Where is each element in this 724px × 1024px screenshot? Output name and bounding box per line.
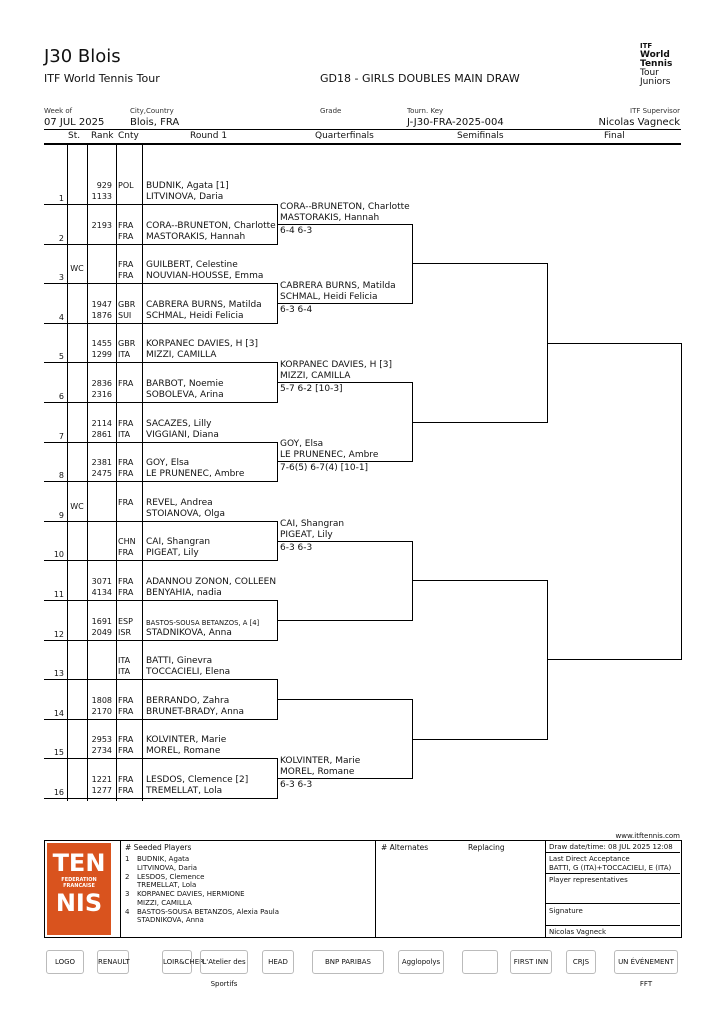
- rank: 2049: [91, 627, 112, 637]
- logo-line: TEN: [52, 849, 106, 877]
- rank: 2193: [91, 220, 112, 230]
- logo-line: NIS: [55, 889, 103, 917]
- country: CHN: [118, 537, 136, 547]
- player-name: SOBOLEVA, Arina: [146, 390, 224, 400]
- bracket-line: [412, 263, 548, 264]
- qf-player: PIGEAT, Lily: [280, 529, 333, 540]
- country: FRA: [118, 706, 134, 716]
- seed-number: 3: [125, 890, 130, 898]
- entry-status: WC: [70, 264, 84, 274]
- player-name: LE PRUNENEC, Ambre: [146, 469, 245, 480]
- sponsor-logo: LOIR&CHER: [162, 950, 192, 974]
- qf-player: MIZZI, CAMILLA: [280, 371, 351, 382]
- draw-position: 9: [58, 510, 64, 520]
- player-name: KOLVINTER, Marie: [146, 735, 227, 746]
- country: FRA: [118, 260, 134, 270]
- rank: 2475: [91, 469, 112, 479]
- bracket-line: [277, 303, 413, 304]
- country: ITA: [118, 656, 131, 666]
- player-name: BATTI, Ginevra: [146, 656, 213, 667]
- qf-player: CABRERA BURNS, Matilda: [280, 281, 396, 291]
- logo-line: Juniors: [640, 77, 671, 87]
- sponsor-logo: L'Atelier des Sportifs: [200, 950, 248, 974]
- fft-tennis-logo: [47, 843, 111, 935]
- seed-player: LITVINOVA, Daria: [137, 863, 198, 872]
- grade-label: Grade: [320, 107, 342, 115]
- country: GBR: [118, 339, 136, 349]
- country: FRA: [118, 695, 134, 705]
- player-name: CAI, Shangran: [146, 537, 211, 548]
- rank: 2316: [91, 390, 112, 399]
- draw-position: 6: [58, 392, 64, 401]
- sponsor-logo: HEAD: [262, 950, 294, 974]
- country: GBR: [118, 299, 136, 309]
- rank: 1221: [91, 775, 112, 784]
- country: FRA: [118, 548, 134, 558]
- draw-position: 3: [58, 273, 64, 283]
- divider: [44, 143, 681, 145]
- tourn-key-value: J-J30-FRA-2025-004: [407, 117, 504, 128]
- col-rank: Rank: [91, 131, 114, 141]
- bracket-line: [44, 442, 278, 443]
- seeded-header: # Seeded Players: [125, 843, 192, 852]
- country: ITA: [118, 350, 131, 360]
- rank: 2734: [91, 746, 112, 756]
- draw-position: 10: [53, 550, 64, 560]
- draw-position: 4: [58, 312, 64, 322]
- country: FRA: [118, 746, 134, 756]
- seed-number: 2: [125, 872, 130, 881]
- player-name: VIGGIANI, Diana: [146, 429, 219, 440]
- draw-date: Draw date/time: 08 JUL 2025 12:08: [549, 843, 673, 851]
- bracket-line: [44, 719, 278, 720]
- draw-position: 1: [58, 194, 64, 203]
- draw-position: 12: [53, 629, 64, 639]
- bracket-line: [412, 739, 548, 740]
- tournament-title: J30 Blois: [44, 46, 121, 67]
- rank: 1808: [91, 695, 112, 705]
- rank: 1133: [91, 192, 112, 201]
- draw-position: 7: [58, 431, 64, 441]
- logo-line: FEDERATION: [61, 877, 97, 883]
- rank: 1947: [91, 299, 112, 309]
- qf-score: 7-6(5) 6-7(4) [10-1]: [280, 463, 369, 474]
- col-st: St.: [68, 131, 81, 141]
- player-reps: Player representatives: [549, 876, 628, 884]
- entry-status: WC: [70, 501, 84, 511]
- seed-number: 1: [125, 855, 130, 863]
- country: SUI: [118, 310, 132, 320]
- bracket-line: [44, 481, 278, 482]
- tourn-key-label: Tourn. Key: [407, 107, 444, 115]
- replacing-header: Replacing: [468, 843, 505, 852]
- alternates-header: # Alternates: [381, 843, 429, 852]
- bracket-line: [44, 283, 278, 284]
- qf-player: MOREL, Romane: [280, 767, 355, 778]
- week-label: Week of: [44, 107, 73, 115]
- sponsor-logo: CRJS: [566, 950, 596, 974]
- player-name: SACAZES, Lilly: [146, 418, 212, 429]
- bracket-line: [44, 560, 278, 561]
- divider: [545, 925, 680, 926]
- bracket-line: [44, 600, 278, 601]
- supervisor-value: Nicolas Vagneck: [598, 117, 680, 128]
- country: FRA: [118, 379, 134, 388]
- seed-player: BASTOS-SOUSA BETANZOS, Alexia Paula: [137, 907, 280, 916]
- sponsor-logo: LOGO: [46, 950, 84, 974]
- divider: [545, 873, 680, 874]
- qf-player: CAI, Shangran: [280, 518, 345, 529]
- bracket-line: [44, 640, 278, 641]
- seed-player: LESDOS, Clemence: [137, 872, 205, 881]
- bracket-line: [681, 343, 682, 661]
- draw-position: 13: [53, 669, 64, 679]
- draw-position: 14: [53, 708, 64, 718]
- rank: 4134: [91, 588, 112, 597]
- qf-player: GOY, Elsa: [280, 439, 324, 450]
- logo-line: ITF: [640, 42, 653, 50]
- country: FRA: [118, 231, 134, 241]
- country: ITA: [118, 429, 131, 439]
- divider: [545, 852, 680, 853]
- col-final: Final: [604, 131, 625, 141]
- bracket-line: [44, 679, 278, 680]
- player-name: MIZZI, CAMILLA: [146, 350, 217, 361]
- logo-line: Tour: [640, 68, 659, 78]
- country: FRA: [118, 588, 134, 597]
- qf-player: MASTORAKIS, Hannah: [280, 212, 380, 223]
- bracket-line: [277, 699, 413, 700]
- divider: [375, 840, 376, 937]
- bracket-line: [44, 758, 278, 759]
- country: FRA: [118, 418, 134, 428]
- draw-position: 15: [53, 748, 64, 758]
- tour-name: ITF World Tennis Tour: [44, 72, 160, 85]
- bracket-line: [44, 204, 278, 205]
- player-name: BASTOS-SOUSA BETANZOS, A [4]: [146, 618, 260, 627]
- qf-score: 6-4 6-3: [280, 225, 313, 236]
- bracket-line: [547, 343, 682, 344]
- qf-player: KOLVINTER, Marie: [280, 756, 361, 767]
- rank: 1691: [91, 616, 112, 626]
- draw-position: 5: [58, 352, 64, 362]
- bracket-line: [277, 620, 413, 621]
- country: FRA: [118, 497, 134, 507]
- player-name: LESDOS, Clemence [2]: [146, 775, 249, 785]
- bracket-line: [547, 659, 682, 660]
- player-name: CABRERA BURNS, Matilda: [146, 299, 262, 310]
- bracket-line: [44, 402, 278, 403]
- player-name: BRUNET-BRADY, Anna: [146, 706, 244, 717]
- sponsor-logo: Agglopolys: [398, 950, 444, 974]
- player-name: NOUVIAN-HOUSSE, Emma: [146, 271, 264, 282]
- player-name: BERRANDO, Zahra: [146, 695, 230, 706]
- rank: 2836: [91, 379, 112, 388]
- player-name: GOY, Elsa: [146, 458, 190, 469]
- bracket-line: [44, 798, 278, 799]
- bracket-line: [44, 362, 278, 363]
- qf-player: SCHMAL, Heidi Felicia: [280, 292, 378, 302]
- rank: 2861: [91, 429, 112, 439]
- col-round1: Round 1: [190, 131, 228, 141]
- rank: 929: [96, 181, 112, 190]
- player-name: PIGEAT, Lily: [146, 548, 199, 559]
- bracket-line: [277, 541, 413, 542]
- signer-name: Nicolas Vagneck: [549, 928, 607, 936]
- qf-player: KORPANEC DAVIES, H [3]: [280, 360, 392, 371]
- sponsor-logo: UN ÉVÉNEMENT FFT: [614, 950, 678, 974]
- city-value: Blois, FRA: [130, 117, 180, 128]
- city-label: City,Country: [130, 107, 174, 115]
- rank: 2170: [91, 706, 112, 716]
- seed-player: KORPANEC DAVIES, HERMIONE: [137, 890, 245, 898]
- player-name: SCHMAL, Heidi Felicia: [146, 310, 244, 321]
- divider: [545, 840, 546, 937]
- bracket-line: [44, 244, 278, 245]
- qf-score: 6-3 6-3: [280, 542, 313, 553]
- player-name: MASTORAKIS, Hannah: [146, 231, 246, 242]
- col-semifinals: Semifinals: [457, 131, 504, 141]
- seed-player: MIZZI, CAMILLA: [137, 898, 192, 907]
- player-name: ADANNOU ZONON, COLLEEN: [146, 577, 277, 587]
- lda-value: BATTI, G (ITA)+TOCCACIELI, E (ITA): [549, 864, 672, 872]
- player-name: BUDNIK, Agata [1]: [146, 181, 229, 191]
- lda-label: Last Direct Acceptance: [549, 855, 630, 863]
- seed-number: 4: [125, 907, 130, 916]
- col-quarterfinals: Quarterfinals: [315, 131, 374, 141]
- player-name: REVEL, Andrea: [146, 497, 213, 508]
- player-name: MOREL, Romane: [146, 746, 221, 757]
- rank: 2114: [91, 418, 112, 428]
- logo-line: World: [640, 50, 670, 60]
- country: FRA: [118, 271, 134, 281]
- draw-position: 2: [58, 233, 64, 243]
- country: FRA: [118, 469, 134, 479]
- bracket-line: [277, 778, 413, 779]
- country: FRA: [118, 735, 134, 745]
- supervisor-label: ITF Supervisor: [630, 107, 680, 115]
- player-name: KORPANEC DAVIES, H [3]: [146, 339, 258, 350]
- divider: [44, 129, 681, 130]
- signature-label: Signature: [549, 907, 583, 915]
- rank: 3071: [91, 577, 112, 586]
- player-name: CORA--BRUNETON, Charlotte: [146, 220, 276, 231]
- draw-position: 16: [53, 788, 64, 797]
- rank: 1876: [91, 310, 112, 320]
- player-name: LITVINOVA, Daria: [146, 192, 224, 202]
- country: ESP: [118, 616, 133, 626]
- player-name: STADNIKOVA, Anna: [146, 627, 232, 638]
- seed-player: STADNIKOVA, Anna: [137, 916, 204, 924]
- country: POL: [118, 181, 134, 190]
- bracket-line: [412, 580, 548, 581]
- sponsor-logo: FIRST INN: [510, 950, 552, 974]
- sponsor-logo: RENAULT: [97, 950, 129, 974]
- country: ISR: [118, 627, 131, 637]
- bracket-line: [277, 461, 413, 462]
- player-name: GUILBERT, Celestine: [146, 260, 238, 271]
- player-name: TOCCACIELI, Elena: [146, 667, 231, 678]
- qf-player: CORA--BRUNETON, Charlotte: [280, 201, 410, 212]
- country: FRA: [118, 458, 134, 468]
- qf-score: 6-3 6-3: [280, 780, 313, 791]
- bracket-line: [44, 323, 278, 324]
- country: FRA: [118, 775, 134, 784]
- bracket-line: [44, 521, 278, 522]
- sponsor-logo: BNP PARIBAS: [312, 950, 384, 974]
- draw-position: 8: [58, 471, 64, 481]
- bracket-line: [277, 382, 413, 383]
- country: FRA: [118, 786, 134, 795]
- player-name: BENYAHIA, nadia: [146, 588, 222, 598]
- player-name: TREMELLAT, Lola: [146, 786, 223, 796]
- country: FRA: [118, 220, 134, 230]
- week-value: 07 JUL 2025: [44, 117, 105, 128]
- bracket-line: [277, 224, 413, 225]
- rank: 1455: [91, 339, 112, 349]
- rank: 1277: [91, 786, 112, 795]
- qf-score: 5-7 6-2 [10-3]: [280, 384, 343, 395]
- website: www.itftennis.com: [615, 832, 680, 840]
- logo-line: FRANCAISE: [63, 883, 95, 889]
- seed-player: BUDNIK, Agata: [137, 855, 190, 863]
- qf-player: LE PRUNENEC, Ambre: [280, 450, 379, 461]
- rank: 2953: [91, 735, 112, 745]
- itf-juniors-logo: [640, 42, 672, 87]
- draw-position: 11: [53, 590, 64, 599]
- rank: 2381: [91, 458, 112, 468]
- bracket-line: [412, 422, 548, 423]
- qf-score: 6-3 6-4: [280, 305, 313, 315]
- divider: [545, 903, 680, 904]
- col-cnty: Cnty: [118, 131, 139, 141]
- sponsor-logo: [462, 950, 498, 974]
- rank: 1299: [91, 350, 112, 360]
- logo-line: Tennis: [640, 59, 673, 69]
- divider: [120, 840, 121, 937]
- player-name: BARBOT, Noemie: [146, 379, 224, 389]
- seed-player: TREMELLAT, Lola: [137, 881, 197, 889]
- country: FRA: [118, 577, 134, 586]
- event-name: GD18 - GIRLS DOUBLES MAIN DRAW: [320, 72, 520, 85]
- player-name: STOIANOVA, Olga: [146, 508, 226, 519]
- country: ITA: [118, 667, 131, 677]
